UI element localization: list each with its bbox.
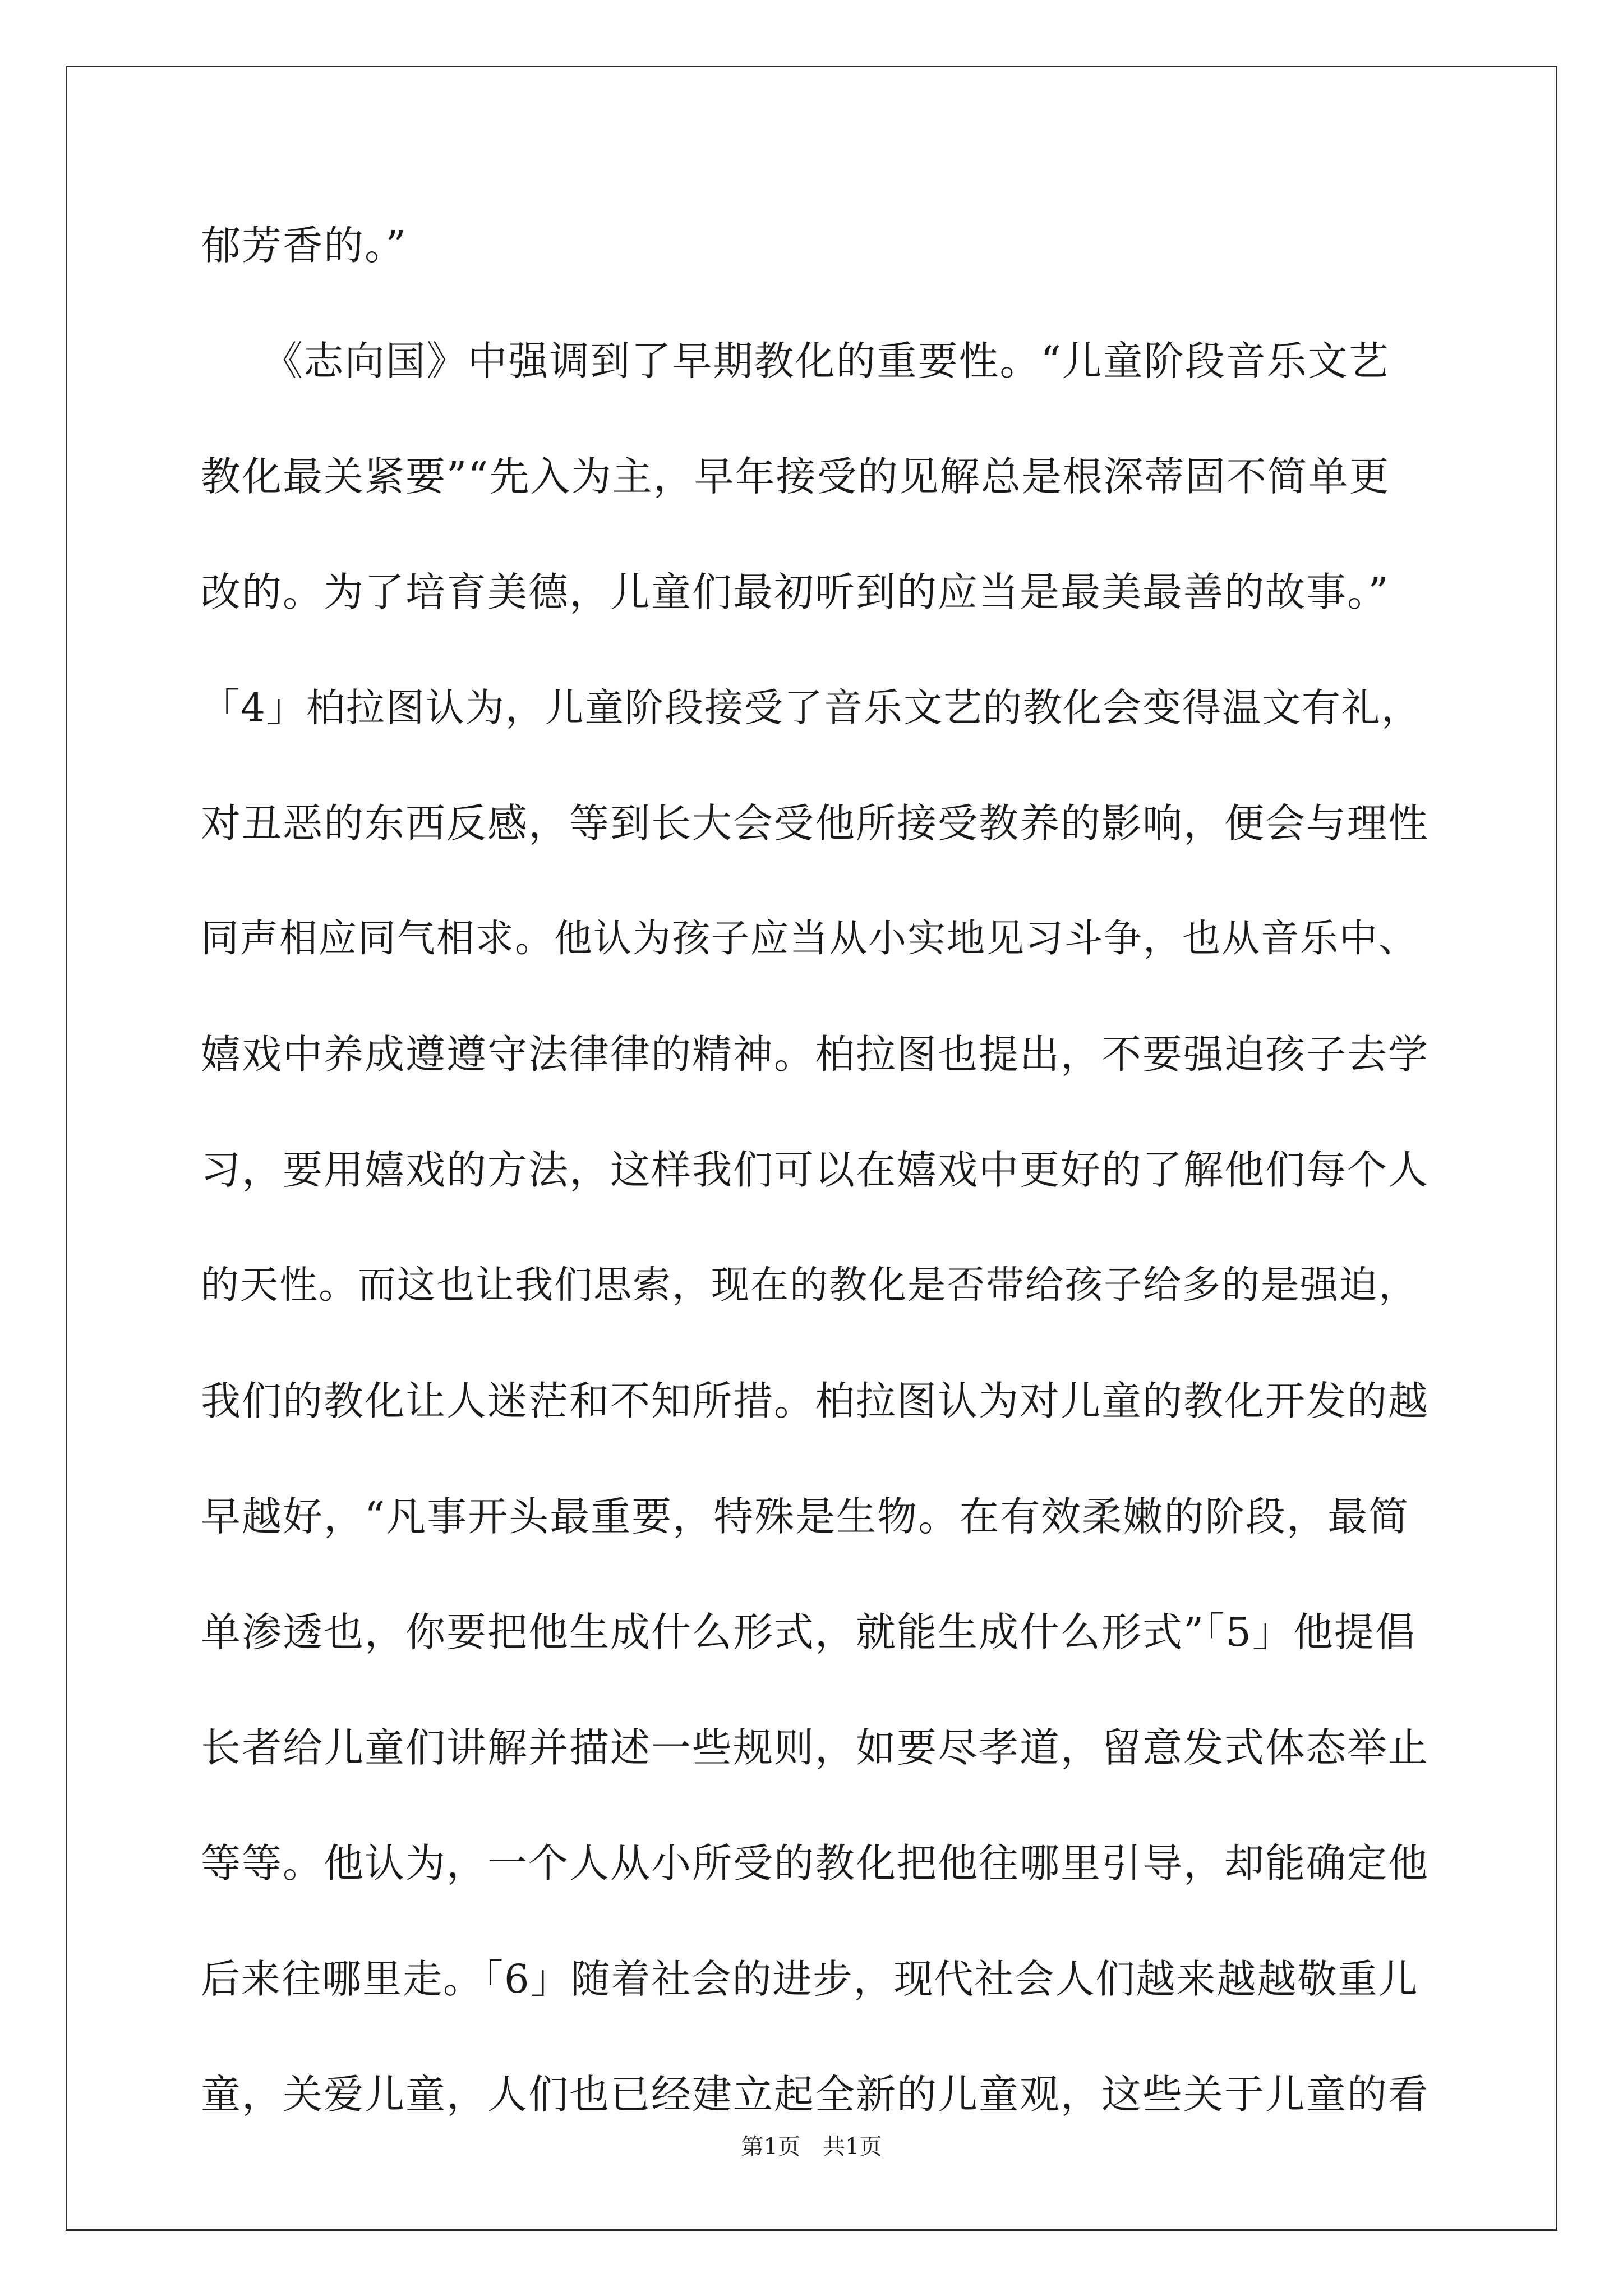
text-line: 我们的教化让人迷茫和不知所措。柏拉图认为对儿童的教化开发的越 — [201, 1378, 1430, 1424]
text-line: 《志向国》中强调到了早期教化的重要性。“儿童阶段音乐文艺 — [201, 338, 1390, 384]
text-line: 「4」柏拉图认为，儿童阶段接受了音乐文艺的教化会变得温文有礼， — [201, 685, 1421, 730]
text-line: 早越好，“凡事开头最重要，特殊是生物。在有效柔嫩的阶段，最简 — [201, 1493, 1410, 1540]
text-line: 改的。为了培育美德，儿童们最初听到的应当是最美最善的故事。” — [201, 569, 1390, 615]
text-line: 长者给儿童们讲解并描述一些规则，如要尽孝道，留意发式体态举止 — [201, 1724, 1430, 1771]
text-line: 嬉戏中养成遵遵守法律律的精神。柏拉图也提出，不要强迫孩子去学 — [201, 1031, 1430, 1078]
text-line: 同声相应同气相求。他认为孩子应当从小实地见习斗争，也从音乐中、 — [201, 917, 1418, 961]
text-line: 教化最关紧要”“先入为主，早年接受的见解总是根深蒂固不简单更 — [201, 453, 1390, 500]
text-line: 童，关爱儿童，人们也已经建立起全新的儿童观，这些关于儿童的看 — [201, 2071, 1430, 2118]
text-line: 郁芳香的。” — [201, 222, 407, 269]
text-line: 习，要用嬉戏的方法，这样我们可以在嬉戏中更好的了解他们每个人 — [201, 1147, 1430, 1193]
text-line: 后来往哪里走。「6」随着社会的进步，现代社会人们越来越越敬重儿 — [201, 1956, 1419, 2002]
page-number-footer: 第1页 共1页 — [741, 2134, 882, 2160]
text-line: 单渗透也，你要把他生成什么形式，就能生成什么形式”「5」他提倡 — [201, 1609, 1416, 1655]
text-line: 等等。他认为，一个人从小所受的教化把他往哪里引导，却能确定他 — [201, 1840, 1430, 1887]
text-line: 对丑恶的东西反感，等到长大会受他所接受教养的影响，便会与理性 — [201, 800, 1430, 846]
text-line: 的天性。而这也让我们思索，现在的教化是否带给孩子给多的是强迫， — [201, 1263, 1418, 1308]
